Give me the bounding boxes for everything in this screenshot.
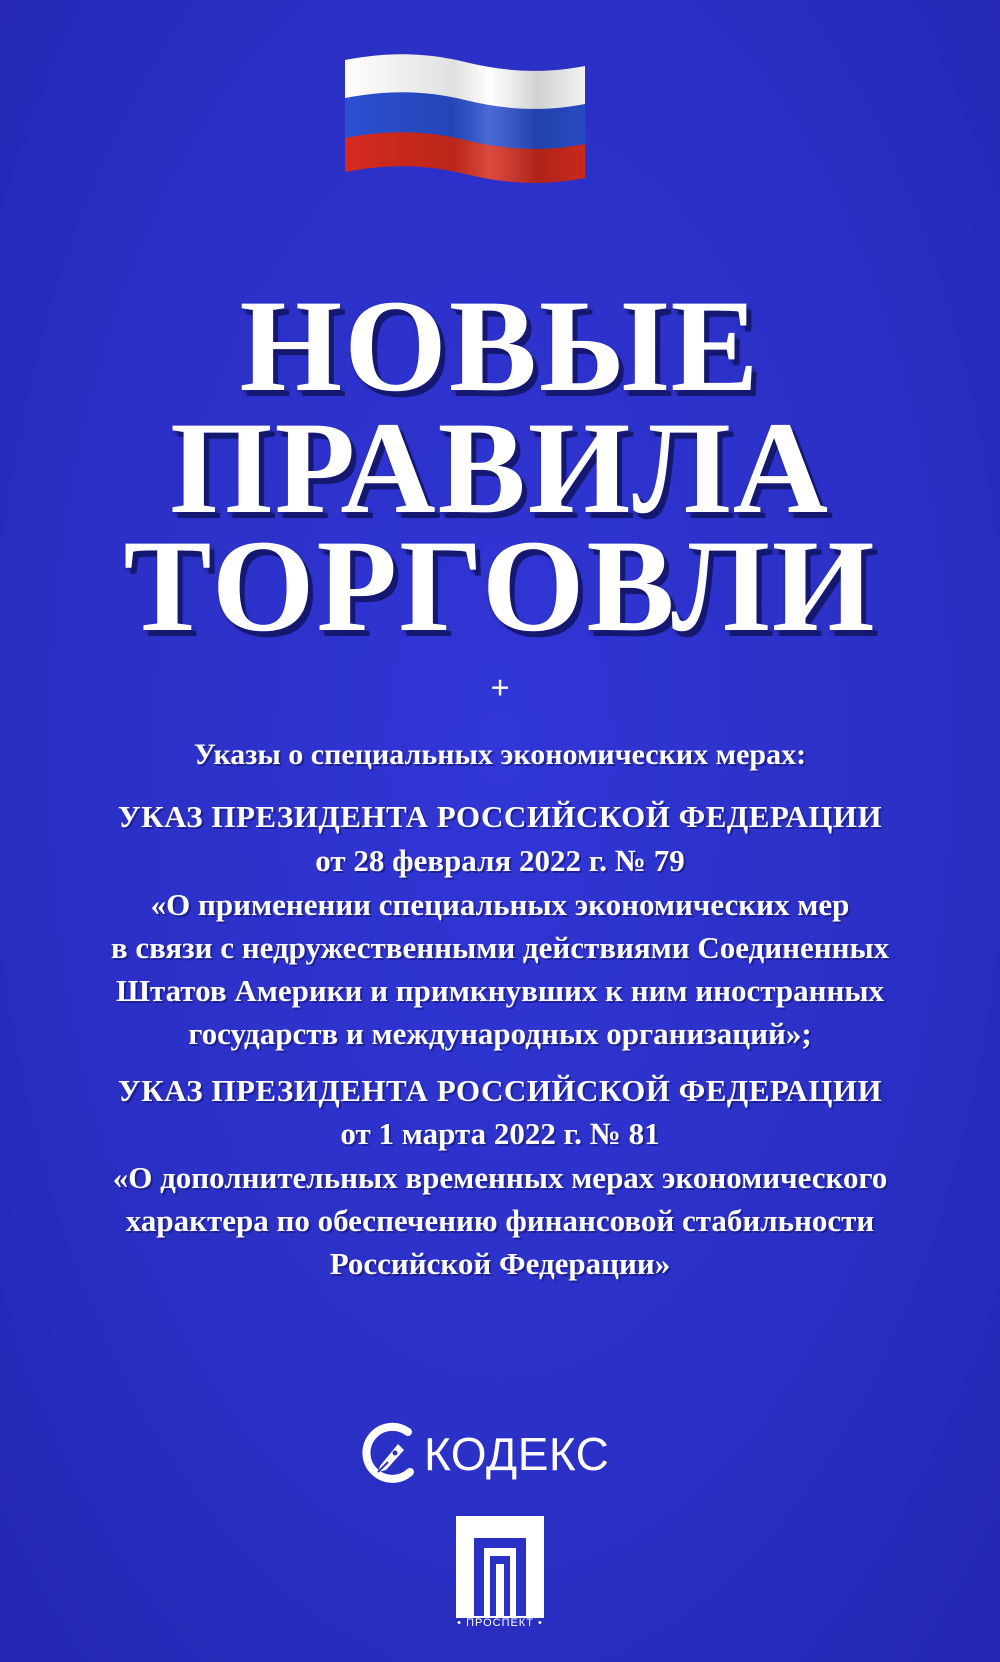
title-line-3: ТОРГОВЛИ (123, 512, 877, 659)
prospekt-building-logo-icon (452, 1512, 548, 1628)
decrees-intro: Указы о специальных экономических мерах: (193, 738, 807, 771)
decree-1-title-line: в связи с недружественными действиями Соединенных (110, 930, 890, 965)
decree-1-date: от 28 февраля 2022 г. № 79 (315, 843, 685, 878)
prospekt-logo-text: • ПРОСПЕКТ • (457, 1617, 543, 1629)
decree-1-title-line: «О применении специальных экономических мер (150, 887, 850, 922)
title-line-1: НОВЫЕ (239, 272, 761, 419)
kodeks-pen-logo-icon (358, 1422, 422, 1486)
decree-1-heading: УКАЗ ПРЕЗИДЕНТА РОССИЙСКОЙ ФЕДЕРАЦИИ (117, 799, 883, 834)
kodeks-logo (358, 1422, 609, 1486)
decree-2-title-line: характера по обеспечению финансовой стабильности (125, 1203, 875, 1238)
decree-2-heading: УКАЗ ПРЕЗИДЕНТА РОССИЙСКОЙ ФЕДЕРАЦИИ (117, 1073, 883, 1108)
decree-1-title-line: Штатов Америки и примкнувших к ним иностранных (115, 973, 885, 1008)
kodeks-logo-text: КОДЕКС (424, 1428, 610, 1480)
plus-sign: + (490, 670, 510, 707)
decree-1-title-line: государств и международных организаций»; (188, 1016, 812, 1051)
russian-flag-icon (345, 52, 585, 192)
decree-2-date: от 1 марта 2022 г. № 81 (340, 1116, 660, 1151)
title-line-2: ПРАВИЛА (169, 394, 831, 541)
decree-2-title-line: Российской Федерации» (329, 1246, 671, 1281)
decree-2-title-line: «О дополнительных временных мерах экономического (112, 1160, 888, 1195)
